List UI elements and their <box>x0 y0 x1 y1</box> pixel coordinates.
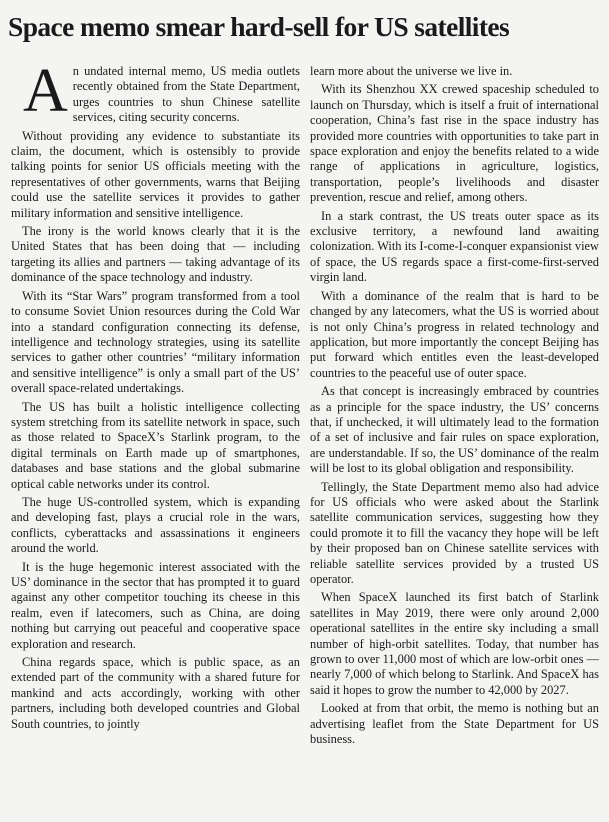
paragraph: It is the huge hegemonic interest associated with the US’ dominance in the sector that has prompted it to guard against any other competitor touching its cheese in this realm, even if latecomers, such as China, are doing nothing but carrying out peaceful and cooperative space exploration and research. <box>11 559 300 651</box>
paragraph: With a dominance of the realm that is hard to be changed by any latecomers, what the US is worried about is not only China’s progress in related technology and application, but more importantly the concept Beijing has put forward which entitles even the least-developed countries to the peaceful use of outer space. <box>310 288 599 380</box>
paragraph: With its “Star Wars” program transformed from a tool to consume Soviet Union resources during the Cold War into a standard configuration connecting its defense, intelligence and technology strategies, using its satellite services to gather other countries’ “military information and sensitive intelligence” is only a small part of the US’ overall space-related undertakings. <box>11 288 300 396</box>
drop-cap: A <box>23 57 68 125</box>
paragraph: As that concept is increasingly embraced by countries as a principle for the space industry, the US’ concerns that, if unchecked, it will ultimately lead to the formation of a set of inclusive and fair rules on space exploration, are understandable. If so, the US’ dominance of the realm will be lost to its global obligation and responsibility. <box>310 384 599 476</box>
right-column <box>310 64 599 750</box>
left-column <box>11 57 300 735</box>
paragraph: Without providing any evidence to substantiate its claim, the document, which is ostensibly to provide talking points for senior US officials meeting with the representatives of other governments, warns that Beijing could use the satellite services it provides to gather military information and sensitive intelligence. <box>11 128 300 220</box>
paragraph: The US has built a holistic intelligence collecting system stretching from its satellite network in space, such as those related to SpaceX’s Starlink program, to the digital terminals on Earth made up of smartphones, databases and base stations and the global submarine optical cable networks under its control. <box>11 399 300 491</box>
paragraph: Looked at from that orbit, the memo is nothing but an advertising leaflet from the State Department for US business. <box>310 701 599 747</box>
paragraph-text: n undated internal memo, US media outlets recently obtained from the State Department, urges countries to shun Chinese satellite services, citing security concerns. <box>72 64 300 125</box>
paragraph: Tellingly, the State Department memo also had advice for US officials who were asked about the Starlink satellite communication services, suggesting how they could promote it to fill the vacancy they hope will be left by their proposed ban on Chinese satellite services with reliable satellite services provided by a trusted US operator. <box>310 479 599 586</box>
paragraph: China regards space, which is public space, as an extended part of the community with a shared future for mankind and acts accordingly, working with other partners, including both developed countries and Global South countries, to jointly <box>11 655 300 731</box>
paragraph: learn more about the universe we live in. <box>310 64 513 78</box>
paragraph: The irony is the world knows clearly that it is the United States that has been doing that — including targeting its allies and partners — taking advantage of its dominance of the space technology and industry. <box>11 224 300 285</box>
paragraph: When SpaceX launched its first batch of Starlink satellites in May 2019, there were only around 2,000 operational satellites in the entire sky including a small number of high-orbit satellites. Today, that number has grown to over 11,000 most of which are low-orbit ones — nearly 7,000 of which belong to Starlink. And SpaceX has said it hopes to grow the number to 42,000 by 2027. <box>310 590 599 697</box>
headline: Space memo smear hard-sell for US satellites <box>8 11 510 42</box>
paragraph: With its Shenzhou XX crewed spaceship scheduled to launch on Thursday, which is itself a fruit of international cooperation, China’s fast rise in the space industry has provided more countries with opportunities to take part in space exploration and enjoy the benefits related to a wide range of applications in agriculture, logistics, transportation, people’s livelihoods and disaster prevention, rescue and relief, among others. <box>310 82 599 205</box>
paragraph: In a stark contrast, the US treats outer space as its exclusive territory, a newfound land awaiting colonization. With its I-come-I-conquer expansionist view of space, the US regards space a first-come-first-served virgin land. <box>310 208 599 285</box>
paragraph: The huge US-controlled system, which is expanding and developing fast, plays a crucial role in the wars, conflicts, cyberattacks and assassinations it engineers around the world. <box>11 494 300 556</box>
paragraph <box>11 57 300 126</box>
